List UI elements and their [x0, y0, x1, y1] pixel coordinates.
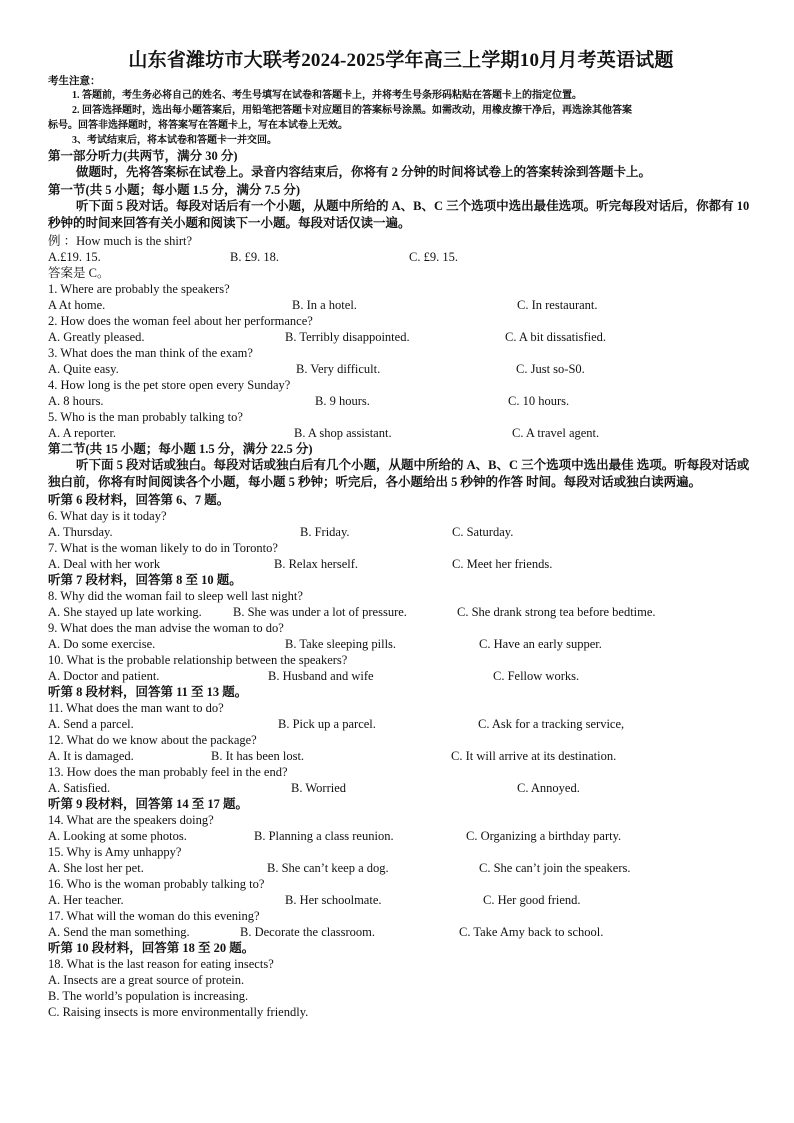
- option-c: C. Her good friend.: [483, 892, 581, 907]
- question-12-options: [48, 748, 754, 764]
- option-c: C. 10 hours.: [508, 393, 570, 408]
- option-a: A. A reporter.: [48, 425, 117, 440]
- question-15: 15. Why is Amy unhappy?: [48, 844, 182, 859]
- question-9-options: [48, 636, 754, 652]
- option-c: C. Have an early supper.: [479, 636, 602, 651]
- question-9: 9. What does the man advise the woman to do?: [48, 620, 284, 635]
- question-11-options: [48, 716, 754, 732]
- question-16: 16. Who is the woman probably talking to?: [48, 876, 265, 891]
- material-7-heading: 听第 7 段材料，回答第 8 至 10 题。: [48, 572, 242, 587]
- notice-heading: 考生注意：: [48, 76, 101, 87]
- option-b: B. She can’t keep a dog.: [267, 860, 389, 875]
- part1-intro: 做题时，先将答案标在试卷上。录音内容结束后，你将有 2 分钟的时间将试卷上的答案转涂到答题卡上。: [76, 165, 652, 179]
- section2-intro: 听下面 5 段对话或独白。每段对话或独白后有几个小题，从题中所给的 A、B、C 三个选项中选出最佳 选项。听每段对话或独白前，你将有时间阅读各个小题，每小题 5 秒钟；听完后，各小题给出 5 秒钟的作答 时间。每段对话或独白读两遍。: [48, 457, 750, 489]
- question-11: 11. What does the man want to do?: [48, 700, 224, 715]
- option-a: A. It is damaged.: [48, 748, 134, 763]
- example-option-a: A.£19. 15.: [48, 249, 101, 264]
- example-question: 例 ：How much is the shirt?: [48, 233, 193, 248]
- notice-item-2b: 标号。回答非选择题时，将答案写在答题卡上，写在本试卷上无效。: [48, 120, 348, 131]
- question-17-options: [48, 924, 754, 940]
- option-c: C. Organizing a birthday party.: [466, 828, 622, 843]
- option-b: B. Decorate the classroom.: [240, 924, 376, 939]
- page-title: 山东省潍坊市大联考2024-2025学年高三上学期10月月考英语试题: [128, 50, 674, 71]
- option-a: A. Do some exercise.: [48, 636, 156, 651]
- option-b: B. Terribly disappointed.: [285, 329, 410, 344]
- option-c: C. She can’t join the speakers.: [479, 860, 631, 875]
- question-2-options: [48, 329, 754, 345]
- material-9-heading: 听第 9 段材料，回答第 14 至 17 题。: [48, 796, 249, 811]
- option-b: B. Take sleeping pills.: [285, 636, 397, 651]
- notice-item-1: 1. 答题前，考生务必将自己的姓名、考生号填写在试卷和答题卡上，并将考生号条形码粘贴在答题卡上的指定位置。: [72, 90, 582, 101]
- option-a: A. Deal with her work: [48, 556, 161, 571]
- question-8: 8. Why did the woman fail to sleep well last night?: [48, 588, 303, 603]
- question-5: 5. Who is the man probably talking to?: [48, 409, 243, 424]
- material-10-heading: 听第 10 段材料，回答第 18 至 20 题。: [48, 940, 255, 955]
- option-b: B. Very difficult.: [296, 361, 381, 376]
- option-a: A. Quite easy.: [48, 361, 119, 376]
- option-b: B. A shop assistant.: [294, 425, 392, 440]
- option-b: B. Relax herself.: [274, 556, 359, 571]
- option-a: A. Send the man something.: [48, 924, 190, 939]
- question-13-options: [48, 780, 754, 796]
- question-5-options: [48, 425, 754, 441]
- option-a: A. She lost her pet.: [48, 860, 144, 875]
- option-a: A. Her teacher.: [48, 892, 124, 907]
- question-3-options: [48, 361, 754, 377]
- option-a: A. Thursday.: [48, 524, 113, 539]
- question-3: 3. What does the man think of the exam?: [48, 345, 253, 360]
- part1-heading: 第一部分听力(共两节，满分 30 分): [48, 149, 238, 163]
- question-6-options: [48, 524, 754, 540]
- question-10-options: [48, 668, 754, 684]
- question-7: 7. What is the woman likely to do in Toronto?: [48, 540, 278, 555]
- option-b: B. Pick up a parcel.: [278, 716, 376, 731]
- question-1-options: [48, 297, 754, 313]
- option-c: C. A travel agent.: [512, 425, 600, 440]
- question-18-option-a: A. Insects are a great source of protein.: [48, 972, 245, 987]
- option-a: A. Looking at some photos.: [48, 828, 187, 843]
- question-13: 13. How does the man probably feel in the end?: [48, 764, 288, 779]
- option-c: C. Just so-S0.: [516, 361, 585, 376]
- option-c: C. Fellow works.: [493, 668, 580, 683]
- question-12: 12. What do we know about the package?: [48, 732, 257, 747]
- question-7-options: [48, 556, 754, 572]
- option-c: C. Meet her friends.: [452, 556, 553, 571]
- option-b: B. In a hotel.: [292, 297, 357, 312]
- option-a: A. Doctor and patient.: [48, 668, 160, 683]
- question-17: 17. What will the woman do this evening?: [48, 908, 260, 923]
- option-b: B. It has been lost.: [211, 748, 305, 763]
- example-option-b: B. £9. 18.: [230, 249, 279, 264]
- notice-item-2a: 2. 回答选择题时，选出每小题答案后，用铅笔把答题卡对应题目的答案标号涂黑。如需改动，用橡皮擦干净后，再选涂其他答案: [72, 105, 632, 116]
- option-c: C. Annoyed.: [517, 780, 580, 795]
- option-c: C. Take Amy back to school.: [459, 924, 604, 939]
- example-answer: 答案是 C。: [48, 265, 110, 280]
- option-c: C. A bit dissatisfied.: [505, 329, 607, 344]
- exam-page: [48, 48, 754, 1020]
- question-18-option-c: C. Raising insects is more environmentally friendly.: [48, 1004, 309, 1019]
- material-6-heading: 听第 6 段材料，回答第 6、7 题。: [48, 492, 230, 507]
- section1-heading: 第一节(共 5 小题；每小题 1.5 分，满分 7.5 分): [48, 182, 301, 197]
- option-c: C. It will arrive at its destination.: [451, 748, 617, 763]
- section1-intro: 听下面 5 段对话。每段对话后有一个小题，从题中所给的 A、B、C 三个选项中选出最佳选项。听完每段对话后，你都有 10 秒钟的时间来回答有关小题和阅读下一小题。每段对话仅读一遍。: [48, 198, 750, 230]
- question-14-options: [48, 828, 754, 844]
- option-b: B. Planning a class reunion.: [254, 828, 394, 843]
- option-c: C. She drank strong tea before bedtime.: [457, 604, 656, 619]
- question-2: 2. How does the woman feel about her performance?: [48, 313, 313, 328]
- option-a: A. She stayed up late working.: [48, 604, 202, 619]
- question-18-option-b: B. The world’s population is increasing.: [48, 988, 249, 1003]
- example-options: [48, 249, 754, 265]
- question-16-options: [48, 892, 754, 908]
- question-4-options: [48, 393, 754, 409]
- option-a: A. Send a parcel.: [48, 716, 134, 731]
- section2-heading: 第二节(共 15 小题；每小题 1.5 分，满分 22.5 分): [48, 441, 313, 456]
- question-1: 1. Where are probably the speakers?: [48, 281, 230, 296]
- option-c: C. Saturday.: [452, 524, 514, 539]
- question-6: 6. What day is it today?: [48, 508, 167, 523]
- question-18: 18. What is the last reason for eating insects?: [48, 956, 274, 971]
- material-8-heading: 听第 8 段材料，回答第 11 至 13 题。: [48, 684, 248, 699]
- question-14: 14. What are the speakers doing?: [48, 812, 214, 827]
- question-4: 4. How long is the pet store open every Sunday?: [48, 377, 291, 392]
- option-a: A. Satisfied.: [48, 780, 111, 795]
- option-b: B. Worried: [291, 780, 347, 795]
- option-b: B. Her schoolmate.: [285, 892, 382, 907]
- option-a: A. 8 hours.: [48, 393, 104, 408]
- option-b: B. Friday.: [300, 524, 350, 539]
- option-b: B. She was under a lot of pressure.: [233, 604, 407, 619]
- example-option-c: C. £9. 15.: [409, 249, 458, 264]
- option-c: C. In restaurant.: [517, 297, 598, 312]
- option-c: C. Ask for a tracking service,: [478, 716, 625, 731]
- question-8-options: [48, 604, 754, 620]
- option-a: A. Greatly pleased.: [48, 329, 145, 344]
- option-b: B. 9 hours.: [315, 393, 370, 408]
- question-15-options: [48, 860, 754, 876]
- option-b: B. Husband and wife: [268, 668, 374, 683]
- notice-item-3: 3、考试结束后，将本试卷和答题卡一并交回。: [72, 135, 277, 146]
- option-a: A At home.: [48, 297, 106, 312]
- question-10: 10. What is the probable relationship between the speakers?: [48, 652, 348, 667]
